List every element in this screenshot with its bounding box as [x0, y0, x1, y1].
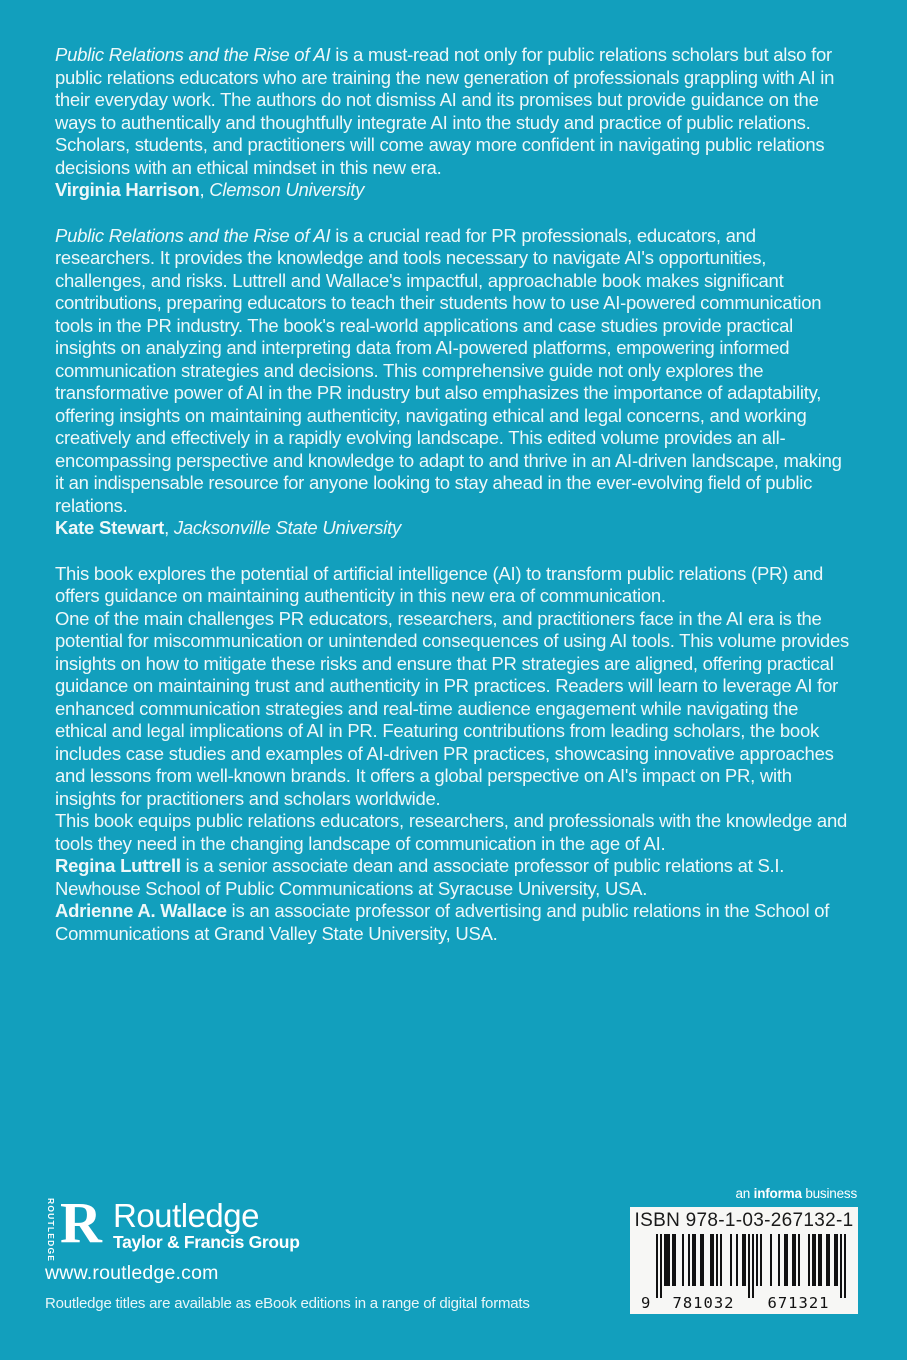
author-name: Adrienne A. Wallace — [55, 900, 227, 921]
endorsement-2-body: is a crucial read for PR professionals, educators, and researchers. It provides the knowledge and tools necessary to navigate AI's opportunities, challenges, and risks. Luttrell and Wallace's impactful, approachable book makes significant contributions, preparing educators to teach their students how to use AI-powered communication tools in the PR industry. The book's real-world applications and case studies provide practical insights on analyzing and interpreting data from AI-powered platforms, empowering informed communication strategies and decisions. This comprehensive guide not only explores the transformative power of AI in the PR industry but also emphasizes the importance of adaptability, offering insights on maintaining authenticity, navigating ethical and legal concerns, and working creatively and effectively in a rapidly evolving landscape. This edited volume provides an all-encompassing perspective and knowledge to adapt to and thrive in an AI-driven landscape, making it an indispensable resource for anyone looking to stay ahead in the ever-evolving field of public relations. — [55, 224, 842, 516]
author-bio-text: is a senior associate dean and associate professor of public relations at S.I. Newhouse School of Public Communications at Syracuse University, USA. — [55, 855, 785, 899]
endorsement-2 — [55, 225, 851, 540]
barcode-digits — [641, 1294, 847, 1313]
informa-business-line: an informa business — [735, 1186, 857, 1201]
cover-text-content — [55, 44, 851, 945]
author-name: Regina Luttrell — [55, 855, 181, 876]
endorsement-2-quote — [55, 225, 851, 518]
endorsement-1-body: is a must-read not only for public relations scholars but also for public relations educators who are training the new generation of professionals grappling with AI in their everyday work. The authors do not dismiss AI and its promises but provide guidance on the ways to authentically and thoughtfully integrate AI into the study and practice of public relations. Scholars, students, and practitioners will come away more confident in navigating public relations decisions with an ethical mindset in this new era. — [55, 44, 835, 178]
book-title-italic: Public Relations and the Rise of AI — [55, 44, 331, 65]
isbn-number: ISBN 978-1-03-267132-1 — [634, 1210, 854, 1231]
endorsement-1-attribution: Virginia Harrison, Clemson University — [55, 179, 365, 200]
publisher-name: Routledge — [113, 1197, 259, 1234]
author-bio-adrienne-wallace — [55, 900, 851, 945]
endorser-affiliation: Jacksonville State University — [173, 517, 402, 538]
endorsement-1-quote — [55, 44, 851, 179]
description-para-3: This book equips public relations educators, researchers, and professionals with the knowledge and tools they need in the changing landscape of communication in the age of AI. — [55, 810, 848, 854]
routledge-vertical-text: ROUTLEDGE — [46, 1198, 56, 1263]
author-bio-regina-luttrell — [55, 855, 851, 900]
barcode-digit-group-2: 671321 — [767, 1294, 830, 1312]
endorser-name: Kate Stewart — [55, 517, 165, 538]
author-bio-text: is an associate professor of advertising and public relations in the School of Communications at Grand Valley State University, USA. — [55, 900, 830, 944]
endorser-affiliation: Clemson University — [209, 179, 365, 200]
routledge-logo-icon — [45, 1190, 109, 1263]
publisher-group: Taylor & Francis Group — [113, 1232, 300, 1252]
routledge-logo-row — [45, 1190, 300, 1263]
ebook-availability-note: Routledge titles are available as eBook editions in a range of digital formats — [45, 1295, 530, 1312]
barcode-digit-group-1: 781032 — [672, 1294, 735, 1312]
endorsement-1 — [55, 44, 851, 202]
barcode-area — [641, 1234, 847, 1313]
publisher-website: www.routledge.com — [45, 1262, 219, 1284]
description-para-1: This book explores the potential of artificial intelligence (AI) to transform public relations (PR) and offers guidance on maintaining authenticity in this new era of communication. — [55, 562, 824, 606]
description-para-2: One of the main challenges PR educators, researchers, and practitioners face in the AI era is the potential for miscommunication or unintended consequences of using AI tools. This volume provides insights on how to mitigate these risks and ensure that PR strategies are aligned, offering practical guidance on maintaining trust and authenticity in PR practices. Readers will learn to leverage AI for enhanced communication strategies and real-time audience engagement while navigating the ethical and legal implications of AI in PR. Featuring contributions from leading scholars, the book includes case studies and examples of AI-driven PR practices, showcasing innovative approaches and lessons from well-known brands. It offers a global perspective on AI's impact on PR, with insights for practitioners and scholars worldwide. — [55, 607, 849, 809]
barcode-digit-left: 9 — [641, 1294, 651, 1312]
isbn-barcode-box — [630, 1207, 858, 1314]
endorsement-2-attribution: Kate Stewart, Jacksonville State University — [55, 517, 402, 538]
routledge-r-icon: R — [60, 1190, 102, 1255]
publisher-names — [113, 1197, 300, 1253]
ean13-barcode-icon — [656, 1234, 846, 1298]
publisher-block — [45, 1190, 300, 1285]
book-title-italic: Public Relations and the Rise of AI — [55, 224, 331, 246]
endorser-name: Virginia Harrison — [55, 179, 200, 200]
